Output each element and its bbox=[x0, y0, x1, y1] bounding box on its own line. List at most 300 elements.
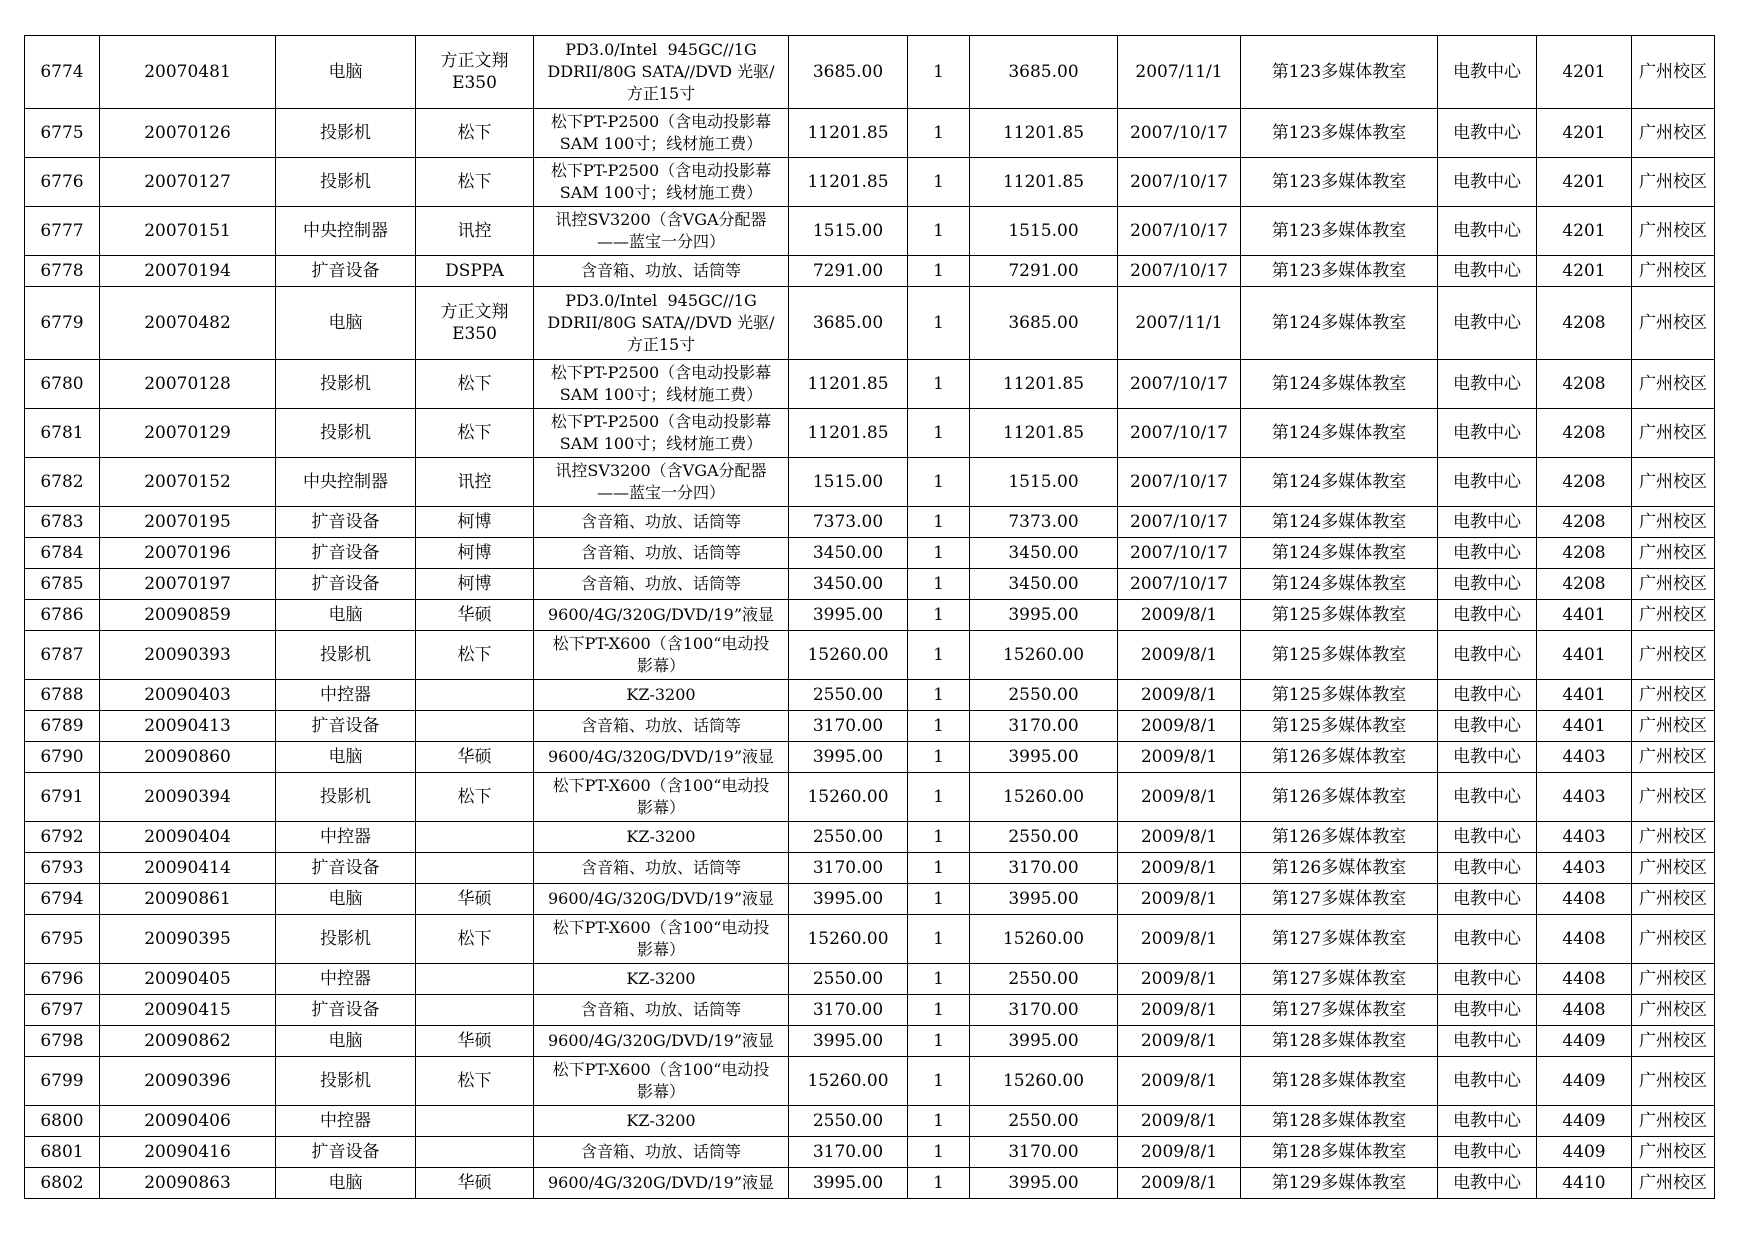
amount-cell: 2550.00 bbox=[970, 822, 1118, 853]
location-cell: 第127多媒体教室 bbox=[1241, 964, 1438, 995]
table-row bbox=[25, 680, 1715, 711]
brand-cell: 华硕 bbox=[416, 600, 534, 631]
purchase-date-cell: 2009/8/1 bbox=[1118, 600, 1241, 631]
table-row bbox=[25, 360, 1715, 409]
room-code-cell: 4409 bbox=[1537, 1106, 1632, 1137]
quantity-cell: 1 bbox=[908, 569, 970, 600]
asset-number-cell: 20090393 bbox=[100, 631, 276, 680]
unit-price-cell: 2550.00 bbox=[789, 680, 908, 711]
serial-number-cell: 6801 bbox=[25, 1137, 100, 1168]
quantity-cell: 1 bbox=[908, 964, 970, 995]
spec-cell: 含音箱、功放、话筒等 bbox=[534, 256, 789, 287]
quantity-cell: 1 bbox=[908, 631, 970, 680]
spec-cell: PD3.0/Intel 945GC//1G DDRII/80G SATA//DVD 光驱/ 方正15寸 bbox=[534, 36, 789, 109]
unit-price-cell: 2550.00 bbox=[789, 822, 908, 853]
quantity-cell: 1 bbox=[908, 256, 970, 287]
campus-cell: 广州校区 bbox=[1632, 458, 1715, 507]
serial-number-cell: 6778 bbox=[25, 256, 100, 287]
purchase-date-cell: 2009/8/1 bbox=[1118, 995, 1241, 1026]
room-code-cell: 4403 bbox=[1537, 822, 1632, 853]
unit-price-cell: 3450.00 bbox=[789, 538, 908, 569]
department-cell: 电教中心 bbox=[1438, 1026, 1537, 1057]
quantity-cell: 1 bbox=[908, 207, 970, 256]
location-cell: 第125多媒体教室 bbox=[1241, 600, 1438, 631]
serial-number-cell: 6775 bbox=[25, 109, 100, 158]
purchase-date-cell: 2009/8/1 bbox=[1118, 1026, 1241, 1057]
spec-cell: KZ-3200 bbox=[534, 964, 789, 995]
location-cell: 第123多媒体教室 bbox=[1241, 109, 1438, 158]
location-cell: 第123多媒体教室 bbox=[1241, 207, 1438, 256]
quantity-cell: 1 bbox=[908, 287, 970, 360]
spec-cell: 含音箱、功放、话筒等 bbox=[534, 1137, 789, 1168]
department-cell: 电教中心 bbox=[1438, 853, 1537, 884]
asset-number-cell: 20090415 bbox=[100, 995, 276, 1026]
equipment-name-cell: 电脑 bbox=[276, 36, 416, 109]
room-code-cell: 4409 bbox=[1537, 1137, 1632, 1168]
brand-cell: 讯控 bbox=[416, 207, 534, 256]
spec-cell: 松下PT-P2500（含电动投影幕 SAM 100寸；线材施工费） bbox=[534, 360, 789, 409]
department-cell: 电教中心 bbox=[1438, 569, 1537, 600]
unit-price-cell: 15260.00 bbox=[789, 1057, 908, 1106]
campus-cell: 广州校区 bbox=[1632, 569, 1715, 600]
spec-cell: 松下PT-X600（含100“电动投 影幕） bbox=[534, 1057, 789, 1106]
serial-number-cell: 6800 bbox=[25, 1106, 100, 1137]
brand-cell: 华硕 bbox=[416, 884, 534, 915]
brand-cell: 柯博 bbox=[416, 569, 534, 600]
room-code-cell: 4409 bbox=[1537, 1057, 1632, 1106]
room-code-cell: 4408 bbox=[1537, 995, 1632, 1026]
asset-number-cell: 20090396 bbox=[100, 1057, 276, 1106]
equipment-name-cell: 中控器 bbox=[276, 680, 416, 711]
equipment-name-cell: 投影机 bbox=[276, 409, 416, 458]
room-code-cell: 4408 bbox=[1537, 884, 1632, 915]
asset-number-cell: 20070128 bbox=[100, 360, 276, 409]
spec-cell: 含音箱、功放、话筒等 bbox=[534, 711, 789, 742]
room-code-cell: 4208 bbox=[1537, 569, 1632, 600]
equipment-name-cell: 电脑 bbox=[276, 1026, 416, 1057]
campus-cell: 广州校区 bbox=[1632, 109, 1715, 158]
quantity-cell: 1 bbox=[908, 538, 970, 569]
brand-cell: 柯博 bbox=[416, 507, 534, 538]
department-cell: 电教中心 bbox=[1438, 915, 1537, 964]
location-cell: 第128多媒体教室 bbox=[1241, 1026, 1438, 1057]
quantity-cell: 1 bbox=[908, 822, 970, 853]
department-cell: 电教中心 bbox=[1438, 600, 1537, 631]
spec-cell: 松下PT-X600（含100“电动投 影幕） bbox=[534, 773, 789, 822]
asset-number-cell: 20070152 bbox=[100, 458, 276, 507]
department-cell: 电教中心 bbox=[1438, 884, 1537, 915]
quantity-cell: 1 bbox=[908, 742, 970, 773]
campus-cell: 广州校区 bbox=[1632, 36, 1715, 109]
table-body bbox=[25, 36, 1715, 1199]
department-cell: 电教中心 bbox=[1438, 36, 1537, 109]
brand-cell: 松下 bbox=[416, 773, 534, 822]
room-code-cell: 4208 bbox=[1537, 538, 1632, 569]
location-cell: 第129多媒体教室 bbox=[1241, 1168, 1438, 1199]
quantity-cell: 1 bbox=[908, 915, 970, 964]
serial-number-cell: 6791 bbox=[25, 773, 100, 822]
equipment-name-cell: 扩音设备 bbox=[276, 538, 416, 569]
purchase-date-cell: 2009/8/1 bbox=[1118, 822, 1241, 853]
spec-cell: 含音箱、功放、话筒等 bbox=[534, 507, 789, 538]
location-cell: 第125多媒体教室 bbox=[1241, 631, 1438, 680]
quantity-cell: 1 bbox=[908, 711, 970, 742]
asset-number-cell: 20090403 bbox=[100, 680, 276, 711]
room-code-cell: 4208 bbox=[1537, 287, 1632, 360]
unit-price-cell: 7373.00 bbox=[789, 507, 908, 538]
amount-cell: 1515.00 bbox=[970, 207, 1118, 256]
unit-price-cell: 3995.00 bbox=[789, 1026, 908, 1057]
room-code-cell: 4410 bbox=[1537, 1168, 1632, 1199]
room-code-cell: 4403 bbox=[1537, 853, 1632, 884]
spec-cell: 松下PT-P2500（含电动投影幕 SAM 100寸；线材施工费） bbox=[534, 109, 789, 158]
department-cell: 电教中心 bbox=[1438, 207, 1537, 256]
amount-cell: 3995.00 bbox=[970, 884, 1118, 915]
unit-price-cell: 11201.85 bbox=[789, 109, 908, 158]
table-row bbox=[25, 600, 1715, 631]
brand-cell: 松下 bbox=[416, 360, 534, 409]
campus-cell: 广州校区 bbox=[1632, 915, 1715, 964]
equipment-name-cell: 投影机 bbox=[276, 915, 416, 964]
room-code-cell: 4409 bbox=[1537, 1026, 1632, 1057]
unit-price-cell: 1515.00 bbox=[789, 458, 908, 507]
equipment-name-cell: 中控器 bbox=[276, 964, 416, 995]
table-row bbox=[25, 409, 1715, 458]
unit-price-cell: 3170.00 bbox=[789, 1137, 908, 1168]
brand-cell: 松下 bbox=[416, 631, 534, 680]
room-code-cell: 4201 bbox=[1537, 158, 1632, 207]
asset-number-cell: 20070195 bbox=[100, 507, 276, 538]
serial-number-cell: 6790 bbox=[25, 742, 100, 773]
unit-price-cell: 15260.00 bbox=[789, 773, 908, 822]
brand-cell bbox=[416, 680, 534, 711]
serial-number-cell: 6776 bbox=[25, 158, 100, 207]
campus-cell: 广州校区 bbox=[1632, 773, 1715, 822]
serial-number-cell: 6792 bbox=[25, 822, 100, 853]
purchase-date-cell: 2007/10/17 bbox=[1118, 360, 1241, 409]
equipment-name-cell: 扩音设备 bbox=[276, 711, 416, 742]
unit-price-cell: 3170.00 bbox=[789, 711, 908, 742]
amount-cell: 15260.00 bbox=[970, 1057, 1118, 1106]
purchase-date-cell: 2007/10/17 bbox=[1118, 109, 1241, 158]
location-cell: 第123多媒体教室 bbox=[1241, 158, 1438, 207]
spec-cell: 9600/4G/320G/DVD/19”液显 bbox=[534, 742, 789, 773]
location-cell: 第124多媒体教室 bbox=[1241, 287, 1438, 360]
room-code-cell: 4401 bbox=[1537, 680, 1632, 711]
serial-number-cell: 6798 bbox=[25, 1026, 100, 1057]
serial-number-cell: 6788 bbox=[25, 680, 100, 711]
department-cell: 电教中心 bbox=[1438, 538, 1537, 569]
purchase-date-cell: 2009/8/1 bbox=[1118, 1168, 1241, 1199]
unit-price-cell: 3170.00 bbox=[789, 853, 908, 884]
purchase-date-cell: 2007/11/1 bbox=[1118, 287, 1241, 360]
quantity-cell: 1 bbox=[908, 1057, 970, 1106]
campus-cell: 广州校区 bbox=[1632, 1137, 1715, 1168]
department-cell: 电教中心 bbox=[1438, 360, 1537, 409]
equipment-name-cell: 电脑 bbox=[276, 742, 416, 773]
campus-cell: 广州校区 bbox=[1632, 742, 1715, 773]
purchase-date-cell: 2009/8/1 bbox=[1118, 631, 1241, 680]
spec-cell: 松下PT-P2500（含电动投影幕 SAM 100寸；线材施工费） bbox=[534, 409, 789, 458]
equipment-name-cell: 中央控制器 bbox=[276, 207, 416, 256]
campus-cell: 广州校区 bbox=[1632, 538, 1715, 569]
spec-cell: KZ-3200 bbox=[534, 1106, 789, 1137]
room-code-cell: 4208 bbox=[1537, 458, 1632, 507]
brand-cell: 方正文翔 E350 bbox=[416, 287, 534, 360]
quantity-cell: 1 bbox=[908, 600, 970, 631]
table-row bbox=[25, 1168, 1715, 1199]
quantity-cell: 1 bbox=[908, 995, 970, 1026]
brand-cell: 柯博 bbox=[416, 538, 534, 569]
department-cell: 电教中心 bbox=[1438, 631, 1537, 680]
purchase-date-cell: 2009/8/1 bbox=[1118, 742, 1241, 773]
purchase-date-cell: 2007/10/17 bbox=[1118, 409, 1241, 458]
equipment-name-cell: 中控器 bbox=[276, 1106, 416, 1137]
asset-number-cell: 20090861 bbox=[100, 884, 276, 915]
location-cell: 第126多媒体教室 bbox=[1241, 853, 1438, 884]
campus-cell: 广州校区 bbox=[1632, 256, 1715, 287]
campus-cell: 广州校区 bbox=[1632, 631, 1715, 680]
serial-number-cell: 6774 bbox=[25, 36, 100, 109]
asset-number-cell: 20070197 bbox=[100, 569, 276, 600]
purchase-date-cell: 2009/8/1 bbox=[1118, 711, 1241, 742]
serial-number-cell: 6780 bbox=[25, 360, 100, 409]
brand-cell: 松下 bbox=[416, 409, 534, 458]
asset-number-cell: 20090862 bbox=[100, 1026, 276, 1057]
table-row bbox=[25, 256, 1715, 287]
campus-cell: 广州校区 bbox=[1632, 680, 1715, 711]
quantity-cell: 1 bbox=[908, 773, 970, 822]
brand-cell bbox=[416, 995, 534, 1026]
campus-cell: 广州校区 bbox=[1632, 964, 1715, 995]
spec-cell: 讯控SV3200（含VGA分配器 ——蓝宝一分四） bbox=[534, 207, 789, 256]
unit-price-cell: 3685.00 bbox=[789, 287, 908, 360]
department-cell: 电教中心 bbox=[1438, 1106, 1537, 1137]
brand-cell: 讯控 bbox=[416, 458, 534, 507]
equipment-name-cell: 投影机 bbox=[276, 1057, 416, 1106]
location-cell: 第127多媒体教室 bbox=[1241, 995, 1438, 1026]
spec-cell: 含音箱、功放、话筒等 bbox=[534, 853, 789, 884]
serial-number-cell: 6783 bbox=[25, 507, 100, 538]
table-row bbox=[25, 995, 1715, 1026]
location-cell: 第123多媒体教室 bbox=[1241, 256, 1438, 287]
table-row bbox=[25, 773, 1715, 822]
location-cell: 第126多媒体教室 bbox=[1241, 773, 1438, 822]
quantity-cell: 1 bbox=[908, 853, 970, 884]
amount-cell: 3995.00 bbox=[970, 600, 1118, 631]
amount-cell: 3170.00 bbox=[970, 995, 1118, 1026]
amount-cell: 7291.00 bbox=[970, 256, 1118, 287]
room-code-cell: 4201 bbox=[1537, 256, 1632, 287]
campus-cell: 广州校区 bbox=[1632, 884, 1715, 915]
asset-number-cell: 20090404 bbox=[100, 822, 276, 853]
inventory-sheet bbox=[24, 35, 1715, 1199]
purchase-date-cell: 2007/10/17 bbox=[1118, 256, 1241, 287]
spec-cell: 9600/4G/320G/DVD/19”液显 bbox=[534, 884, 789, 915]
equipment-name-cell: 投影机 bbox=[276, 773, 416, 822]
amount-cell: 15260.00 bbox=[970, 631, 1118, 680]
purchase-date-cell: 2007/10/17 bbox=[1118, 569, 1241, 600]
room-code-cell: 4208 bbox=[1537, 409, 1632, 458]
spec-cell: 9600/4G/320G/DVD/19”液显 bbox=[534, 1026, 789, 1057]
amount-cell: 3170.00 bbox=[970, 711, 1118, 742]
campus-cell: 广州校区 bbox=[1632, 360, 1715, 409]
room-code-cell: 4403 bbox=[1537, 773, 1632, 822]
spec-cell: 松下PT-X600（含100“电动投 影幕） bbox=[534, 915, 789, 964]
campus-cell: 广州校区 bbox=[1632, 507, 1715, 538]
room-code-cell: 4401 bbox=[1537, 711, 1632, 742]
purchase-date-cell: 2009/8/1 bbox=[1118, 884, 1241, 915]
amount-cell: 3170.00 bbox=[970, 1137, 1118, 1168]
asset-number-cell: 20070196 bbox=[100, 538, 276, 569]
equipment-name-cell: 电脑 bbox=[276, 287, 416, 360]
quantity-cell: 1 bbox=[908, 884, 970, 915]
amount-cell: 11201.85 bbox=[970, 109, 1118, 158]
amount-cell: 3995.00 bbox=[970, 1026, 1118, 1057]
serial-number-cell: 6787 bbox=[25, 631, 100, 680]
unit-price-cell: 15260.00 bbox=[789, 631, 908, 680]
table-row bbox=[25, 109, 1715, 158]
spec-cell: 含音箱、功放、话筒等 bbox=[534, 569, 789, 600]
amount-cell: 3995.00 bbox=[970, 1168, 1118, 1199]
serial-number-cell: 6781 bbox=[25, 409, 100, 458]
serial-number-cell: 6786 bbox=[25, 600, 100, 631]
department-cell: 电教中心 bbox=[1438, 995, 1537, 1026]
purchase-date-cell: 2009/8/1 bbox=[1118, 680, 1241, 711]
quantity-cell: 1 bbox=[908, 1026, 970, 1057]
spec-cell: 9600/4G/320G/DVD/19”液显 bbox=[534, 600, 789, 631]
department-cell: 电教中心 bbox=[1438, 711, 1537, 742]
unit-price-cell: 1515.00 bbox=[789, 207, 908, 256]
asset-number-cell: 20070127 bbox=[100, 158, 276, 207]
asset-number-cell: 20090859 bbox=[100, 600, 276, 631]
location-cell: 第125多媒体教室 bbox=[1241, 711, 1438, 742]
location-cell: 第124多媒体教室 bbox=[1241, 569, 1438, 600]
campus-cell: 广州校区 bbox=[1632, 853, 1715, 884]
table-row bbox=[25, 711, 1715, 742]
department-cell: 电教中心 bbox=[1438, 256, 1537, 287]
quantity-cell: 1 bbox=[908, 458, 970, 507]
spec-cell: 讯控SV3200（含VGA分配器 ——蓝宝一分四） bbox=[534, 458, 789, 507]
purchase-date-cell: 2007/10/17 bbox=[1118, 207, 1241, 256]
unit-price-cell: 3170.00 bbox=[789, 995, 908, 1026]
room-code-cell: 4408 bbox=[1537, 964, 1632, 995]
amount-cell: 3170.00 bbox=[970, 853, 1118, 884]
brand-cell: DSPPA bbox=[416, 256, 534, 287]
serial-number-cell: 6793 bbox=[25, 853, 100, 884]
room-code-cell: 4401 bbox=[1537, 631, 1632, 680]
purchase-date-cell: 2007/10/17 bbox=[1118, 458, 1241, 507]
location-cell: 第124多媒体教室 bbox=[1241, 507, 1438, 538]
room-code-cell: 4208 bbox=[1537, 507, 1632, 538]
spec-cell: KZ-3200 bbox=[534, 680, 789, 711]
campus-cell: 广州校区 bbox=[1632, 600, 1715, 631]
location-cell: 第124多媒体教室 bbox=[1241, 458, 1438, 507]
quantity-cell: 1 bbox=[908, 409, 970, 458]
amount-cell: 3450.00 bbox=[970, 538, 1118, 569]
campus-cell: 广州校区 bbox=[1632, 995, 1715, 1026]
spec-cell: 松下PT-X600（含100“电动投 影幕） bbox=[534, 631, 789, 680]
department-cell: 电教中心 bbox=[1438, 773, 1537, 822]
department-cell: 电教中心 bbox=[1438, 964, 1537, 995]
location-cell: 第126多媒体教室 bbox=[1241, 822, 1438, 853]
asset-number-cell: 20090413 bbox=[100, 711, 276, 742]
quantity-cell: 1 bbox=[908, 36, 970, 109]
spec-cell: KZ-3200 bbox=[534, 822, 789, 853]
table-row bbox=[25, 1057, 1715, 1106]
equipment-name-cell: 中央控制器 bbox=[276, 458, 416, 507]
amount-cell: 3450.00 bbox=[970, 569, 1118, 600]
brand-cell: 方正文翔 E350 bbox=[416, 36, 534, 109]
asset-number-cell: 20090414 bbox=[100, 853, 276, 884]
purchase-date-cell: 2007/10/17 bbox=[1118, 538, 1241, 569]
amount-cell: 3685.00 bbox=[970, 36, 1118, 109]
serial-number-cell: 6782 bbox=[25, 458, 100, 507]
purchase-date-cell: 2009/8/1 bbox=[1118, 915, 1241, 964]
spec-cell: 含音箱、功放、话筒等 bbox=[534, 995, 789, 1026]
location-cell: 第128多媒体教室 bbox=[1241, 1106, 1438, 1137]
serial-number-cell: 6802 bbox=[25, 1168, 100, 1199]
brand-cell: 松下 bbox=[416, 1057, 534, 1106]
amount-cell: 15260.00 bbox=[970, 773, 1118, 822]
table-row bbox=[25, 207, 1715, 256]
serial-number-cell: 6799 bbox=[25, 1057, 100, 1106]
unit-price-cell: 2550.00 bbox=[789, 964, 908, 995]
unit-price-cell: 11201.85 bbox=[789, 158, 908, 207]
room-code-cell: 4201 bbox=[1537, 36, 1632, 109]
serial-number-cell: 6797 bbox=[25, 995, 100, 1026]
room-code-cell: 4403 bbox=[1537, 742, 1632, 773]
campus-cell: 广州校区 bbox=[1632, 711, 1715, 742]
purchase-date-cell: 2009/8/1 bbox=[1118, 1137, 1241, 1168]
asset-number-cell: 20070126 bbox=[100, 109, 276, 158]
purchase-date-cell: 2009/8/1 bbox=[1118, 773, 1241, 822]
unit-price-cell: 11201.85 bbox=[789, 409, 908, 458]
equipment-name-cell: 投影机 bbox=[276, 631, 416, 680]
department-cell: 电教中心 bbox=[1438, 287, 1537, 360]
campus-cell: 广州校区 bbox=[1632, 158, 1715, 207]
location-cell: 第128多媒体教室 bbox=[1241, 1137, 1438, 1168]
equipment-name-cell: 扩音设备 bbox=[276, 853, 416, 884]
table-row bbox=[25, 964, 1715, 995]
quantity-cell: 1 bbox=[908, 158, 970, 207]
table-row bbox=[25, 822, 1715, 853]
table-row bbox=[25, 742, 1715, 773]
campus-cell: 广州校区 bbox=[1632, 409, 1715, 458]
brand-cell bbox=[416, 822, 534, 853]
table-row bbox=[25, 915, 1715, 964]
department-cell: 电教中心 bbox=[1438, 409, 1537, 458]
unit-price-cell: 3995.00 bbox=[789, 600, 908, 631]
amount-cell: 15260.00 bbox=[970, 915, 1118, 964]
table-row bbox=[25, 538, 1715, 569]
purchase-date-cell: 2007/10/17 bbox=[1118, 507, 1241, 538]
equipment-name-cell: 扩音设备 bbox=[276, 507, 416, 538]
equipment-name-cell: 扩音设备 bbox=[276, 995, 416, 1026]
location-cell: 第127多媒体教室 bbox=[1241, 884, 1438, 915]
department-cell: 电教中心 bbox=[1438, 742, 1537, 773]
asset-number-cell: 20090394 bbox=[100, 773, 276, 822]
purchase-date-cell: 2009/8/1 bbox=[1118, 1106, 1241, 1137]
amount-cell: 2550.00 bbox=[970, 680, 1118, 711]
unit-price-cell: 3995.00 bbox=[789, 742, 908, 773]
room-code-cell: 4401 bbox=[1537, 600, 1632, 631]
equipment-name-cell: 电脑 bbox=[276, 600, 416, 631]
room-code-cell: 4201 bbox=[1537, 207, 1632, 256]
unit-price-cell: 3450.00 bbox=[789, 569, 908, 600]
serial-number-cell: 6785 bbox=[25, 569, 100, 600]
table-row bbox=[25, 1137, 1715, 1168]
